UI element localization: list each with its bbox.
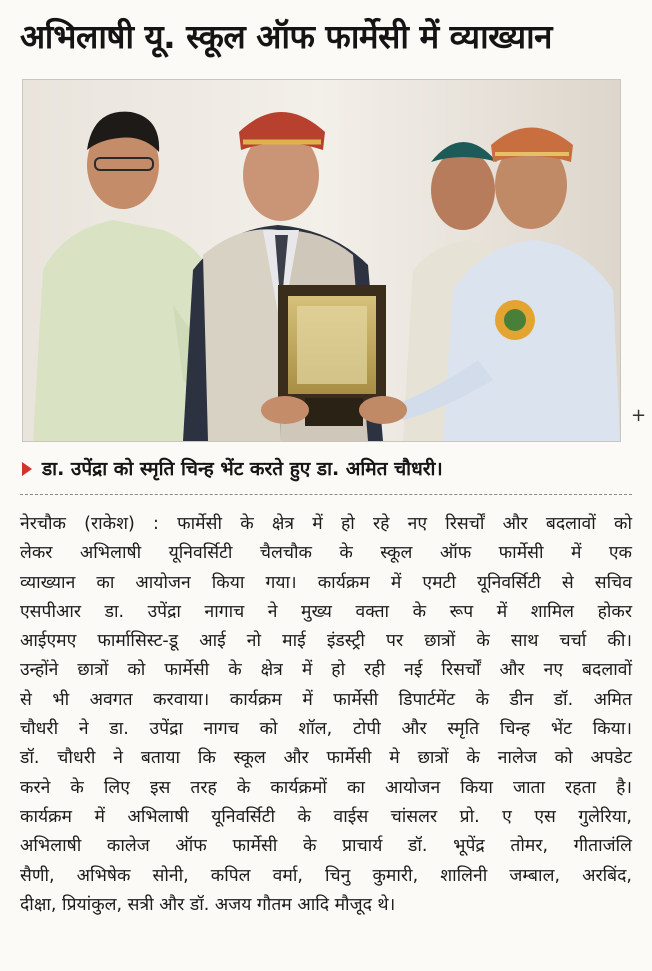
photo-illustration [23, 80, 620, 441]
caption-divider [20, 494, 632, 495]
caption-text: डा. उपेंद्रा को स्मृति चिन्ह भेंट करते हुए डा. अमित चौधरी। [42, 458, 443, 480]
body-line: कार्यक्रम में अभिलाषी यूनिवर्सिटी के वाईस चांसलर प्रो. ए एस गुलेरिया, [20, 806, 632, 827]
event-photo [22, 79, 621, 442]
hand-right [359, 396, 407, 424]
margin-mark: + [631, 405, 647, 426]
body-line: सैणी, अभिषेक सोनी, कपिल वर्मा, चिनु कुमारी, शालिनी जम्बाल, अरबिंद, [20, 865, 632, 886]
caption-marker-icon [22, 462, 32, 476]
body-line: दीक्षा, प्रियांकुल, सत्री और डॉ. अजय गौतम आदि मौजूद थे। [20, 894, 396, 915]
body-line: डॉ. चौधरी ने बताया कि स्कूल और फार्मेसी मे छात्रों के नालेज को अपडेट [20, 748, 632, 769]
body-line: आईएमए फार्मासिस्ट-डू आई नो माई इंडस्ट्री पर छात्रों के साथ चर्चा की। [20, 631, 632, 652]
body-line: उन्होंने छात्रों को फार्मेसी के क्षेत्र में हो रही नई रिसर्चों और नए बदलावों [20, 660, 632, 681]
body-line: व्याख्यान का आयोजन किया गया। कार्यक्रम में एमटी यूनिवर्सिटी से सचिव [20, 572, 632, 593]
body-line: से भी अवगत करवाया। कार्यक्रम में फार्मेसी डिपार्टमेंट के डीन डॉ. अमित [20, 689, 632, 710]
hand-left [261, 396, 309, 424]
body-line: लेकर अभिलाषी यूनिवर्सिटी चैलचौक के स्कूल ऑफ फार्मेसी में एक [20, 543, 632, 564]
body-line: करने के लिए इस तरह के कार्यक्रमों का आयोजन किया जाता रहता है। [20, 777, 632, 798]
article-headline: अभिलाषी यू. स्कूल ऑफ फार्मेसी में व्याख्यान [20, 17, 552, 56]
article-body [20, 510, 632, 920]
body-line: नेरचौक (राकेश) : फार्मेसी के क्षेत्र में हो रहे नए रिसर्चों और बदलावों को [20, 514, 632, 534]
body-line: चौधरी ने डा. उपेंद्रा नागच को शॉल, टोपी और स्मृति चिन्ह भेंट किया। [20, 719, 632, 740]
photo-caption [22, 452, 622, 486]
body-line: अभिलाषी कालेज ऑफ फार्मेसी के प्राचार्य डॉ. भूपेंद्र तोमर, गीताजंलि [20, 836, 632, 857]
body-line: एसपीआर डा. उपेंद्रा नागाच ने मुख्य वक्ता के रूप में शामिल होकर [20, 601, 632, 622]
